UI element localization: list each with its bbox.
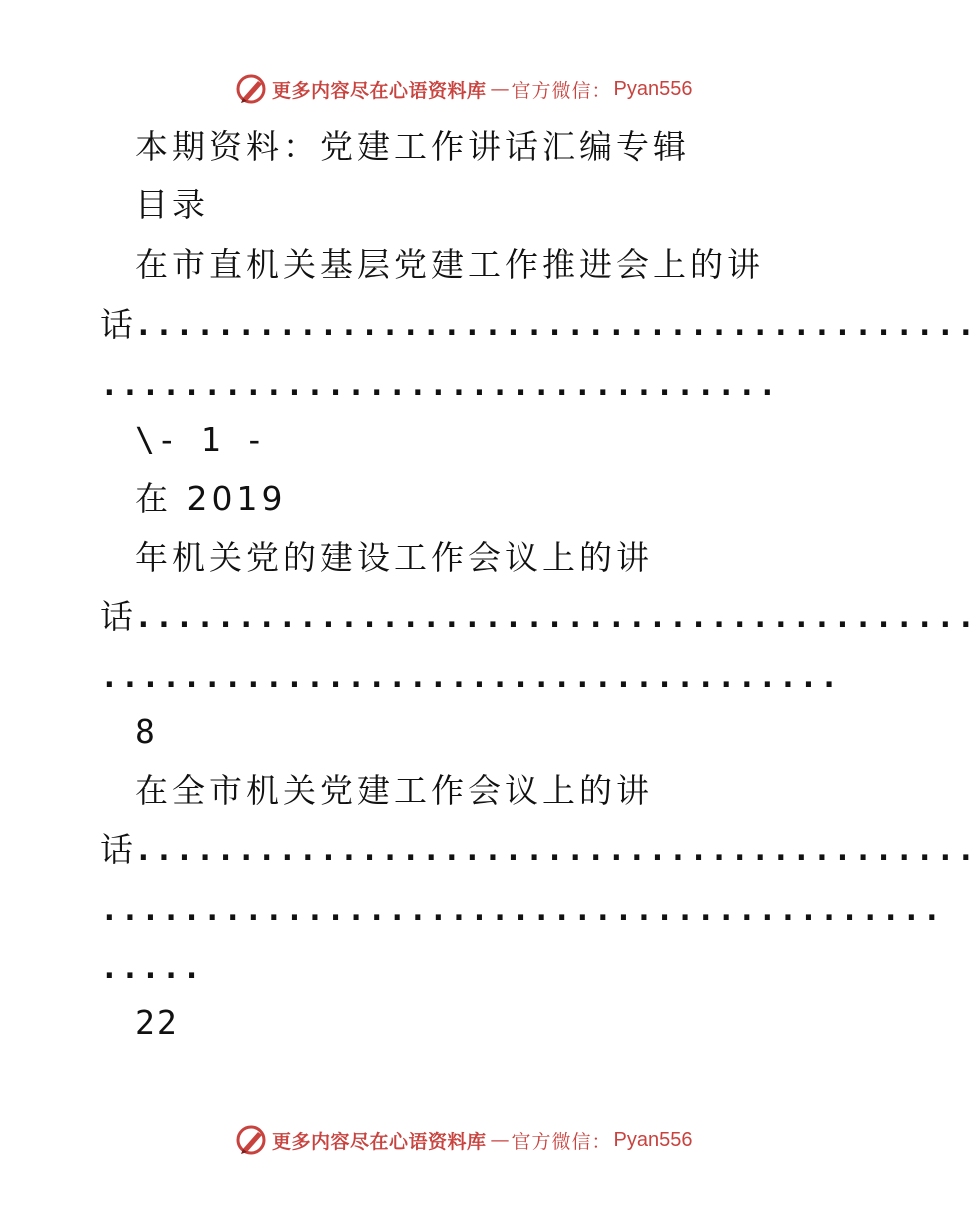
toc-entry-2-leader: ......................................... bbox=[134, 599, 977, 635]
header-wechat-id: Pyan556 bbox=[613, 77, 693, 100]
header-official-label: 官方微信： bbox=[511, 79, 612, 102]
footer-separator: — bbox=[490, 1129, 508, 1151]
toc-entry-3-leader-cont: ......................................... bbox=[100, 892, 944, 928]
header-brand-text: 更多内容尽在心语资料库 bbox=[272, 79, 487, 102]
toc-entry-1-title: 在市直机关基层党建工作推进会上的讲 bbox=[135, 245, 764, 284]
toc-entry-2-title: 年机关党的建设工作会议上的讲 bbox=[135, 538, 653, 577]
toc-entry-3-title-end: 话 bbox=[100, 830, 137, 869]
toc-entry-3-leader-end: ..... bbox=[100, 950, 203, 986]
toc-entry-1-leader-cont: ................................. bbox=[100, 367, 779, 403]
toc-entry-2-title-start: 在 2019 bbox=[135, 479, 287, 518]
header-banner bbox=[234, 71, 693, 107]
toc-entry-1-page: \- 1 - bbox=[135, 420, 267, 459]
toc-entry-2-page: 8 bbox=[135, 712, 157, 751]
toc-entry-3-leader: ......................................... bbox=[134, 832, 977, 868]
toc-heading: 目录 bbox=[135, 185, 209, 224]
header-separator: — bbox=[490, 78, 508, 100]
toc-entry-3-page: 22 bbox=[135, 1003, 179, 1042]
pen-logo-icon bbox=[234, 72, 268, 106]
document-title: 本期资料：党建工作讲话汇编专辑 bbox=[135, 127, 690, 166]
pen-logo-icon bbox=[234, 1123, 268, 1157]
toc-entry-1-title-end: 话 bbox=[100, 305, 137, 344]
toc-entry-2-title-end: 话 bbox=[100, 597, 137, 636]
footer-official-label: 官方微信： bbox=[511, 1130, 612, 1153]
toc-entry-3-title: 在全市机关党建工作会议上的讲 bbox=[135, 771, 653, 810]
toc-entry-1-leader: ......................................... bbox=[134, 307, 977, 343]
footer-banner bbox=[234, 1122, 693, 1158]
footer-wechat-id: Pyan556 bbox=[613, 1128, 693, 1151]
footer-brand-text: 更多内容尽在心语资料库 bbox=[272, 1130, 487, 1153]
toc-entry-2-leader-cont: .................................... bbox=[100, 659, 841, 695]
